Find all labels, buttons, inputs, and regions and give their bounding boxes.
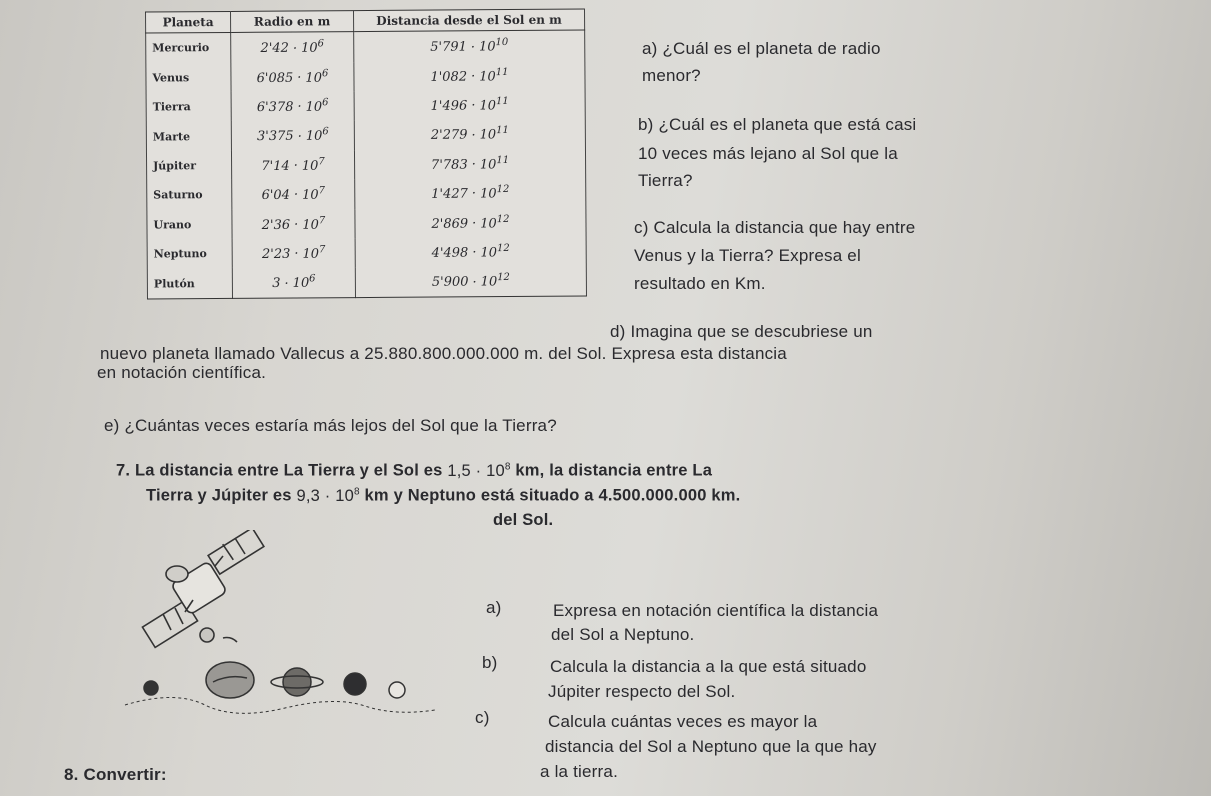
radius-cell-exponent: 6 bbox=[317, 38, 324, 50]
radius-cell bbox=[232, 209, 355, 239]
power-base: 10 bbox=[305, 129, 323, 145]
question-a-line2: menor? bbox=[642, 66, 701, 85]
distance-cell-mantissa: 1'082 bbox=[430, 69, 468, 85]
distance-cell bbox=[354, 60, 585, 91]
radius-cell-exponent: 7 bbox=[318, 244, 326, 256]
earth-jupiter-value: 9,3 · 10 bbox=[296, 486, 354, 505]
radius-cell bbox=[231, 91, 354, 121]
problem7-c-label: c) bbox=[475, 708, 490, 727]
radius-cell bbox=[232, 179, 355, 209]
planet-name-cell: Plutón bbox=[147, 268, 232, 299]
table-row bbox=[147, 266, 586, 299]
distance-cell-mantissa: 2'869 bbox=[431, 216, 469, 232]
power-base: 10 bbox=[301, 40, 318, 56]
distance-cell bbox=[355, 207, 586, 238]
distance-cell-exponent: 12 bbox=[497, 272, 510, 284]
power-base: 10 bbox=[301, 158, 319, 174]
times-sign: · bbox=[470, 39, 476, 55]
planet-name-cell: Tierra bbox=[146, 92, 231, 122]
table-row bbox=[146, 60, 585, 92]
radius-cell-mantissa: 6'04 bbox=[261, 188, 290, 204]
power-base: 10 bbox=[480, 245, 498, 261]
problem7-line1-end: km, la distancia entre La bbox=[510, 461, 713, 480]
light-planet-icon bbox=[389, 682, 405, 698]
distance-cell-exponent: 11 bbox=[495, 66, 509, 78]
radius-cell-mantissa: 2'23 bbox=[261, 246, 291, 262]
small-planet-icon bbox=[144, 681, 158, 695]
table-header-row bbox=[146, 9, 585, 33]
question-c-line3: resultado en Km. bbox=[634, 274, 766, 293]
problem7-line3: del Sol. bbox=[493, 511, 554, 529]
distance-cell-mantissa: 4'498 bbox=[431, 245, 469, 261]
radius-cell bbox=[231, 62, 354, 92]
distance-cell-mantissa: 7'783 bbox=[430, 157, 468, 173]
power-base: 10 bbox=[479, 98, 497, 114]
distance-cell bbox=[354, 148, 585, 179]
problem7-line2 bbox=[146, 477, 740, 511]
distance-cell-exponent: 12 bbox=[496, 242, 510, 254]
times-sign: · bbox=[293, 158, 298, 174]
power-base: 10 bbox=[479, 186, 497, 202]
problem7-c-line2: distancia del Sol a Neptuno que la que hay bbox=[545, 737, 877, 756]
power-base: 10 bbox=[480, 215, 497, 232]
power-base: 10 bbox=[479, 127, 497, 143]
satellite-icon bbox=[142, 530, 263, 647]
times-sign: · bbox=[472, 216, 477, 232]
planets-row bbox=[125, 662, 435, 713]
planet-name-cell: Mercurio bbox=[146, 32, 231, 63]
planet-name-cell: Saturno bbox=[147, 180, 232, 210]
times-sign: · bbox=[472, 245, 477, 261]
table-row bbox=[146, 148, 585, 180]
earth-sun-value: 1,5 · 10 bbox=[447, 461, 505, 480]
question-d-line1: d) Imagina que se descubriese un bbox=[610, 322, 873, 341]
question-e: e) ¿Cuántas veces estaría más lejos del Sol que la Tierra? bbox=[104, 416, 557, 435]
radius-cell-exponent: 7 bbox=[318, 214, 326, 226]
times-sign: · bbox=[294, 217, 299, 233]
times-sign: · bbox=[471, 186, 477, 202]
table-row bbox=[147, 207, 586, 239]
power-base: 10 bbox=[479, 157, 497, 173]
power-base: 10 bbox=[292, 276, 310, 292]
radius-cell-exponent: 7 bbox=[318, 185, 326, 197]
times-sign: · bbox=[297, 129, 302, 145]
times-sign: · bbox=[294, 246, 299, 262]
planet-name-cell: Venus bbox=[146, 63, 231, 93]
question-d-line2: nuevo planeta llamado Vallecus a 25.880.800.000.000 m. del Sol. Expresa esta distancia bbox=[100, 344, 787, 363]
table-row bbox=[146, 90, 585, 122]
distance-cell-exponent: 11 bbox=[496, 125, 509, 137]
question-d-line3: en notación científica. bbox=[97, 363, 267, 382]
distance-cell-mantissa: 2'279 bbox=[430, 128, 468, 144]
planet-data-table bbox=[145, 8, 587, 299]
radius-cell-exponent: 6 bbox=[309, 273, 316, 285]
distance-cell-mantissa: 1'427 bbox=[431, 186, 468, 203]
power-base: 10 bbox=[479, 69, 496, 85]
radius-cell-mantissa: 3'375 bbox=[256, 129, 294, 145]
table-row bbox=[147, 236, 586, 268]
table-row bbox=[147, 178, 586, 210]
distance-cell-mantissa: 1'496 bbox=[430, 98, 468, 114]
problem7-line2-end: km y Neptuno está situado a 4.500.000.000 km. bbox=[359, 486, 741, 505]
times-sign: · bbox=[471, 157, 476, 173]
distance-cell bbox=[355, 236, 586, 267]
times-sign: · bbox=[284, 276, 289, 292]
power-base: 10 bbox=[305, 99, 323, 115]
times-sign: · bbox=[471, 98, 476, 114]
distance-cell bbox=[354, 30, 585, 62]
saturn-icon bbox=[283, 668, 311, 696]
power-base: 10 bbox=[302, 187, 319, 203]
problem7-b-label: b) bbox=[482, 653, 498, 672]
question-c-line1: c) Calcula la distancia que hay entre bbox=[634, 218, 916, 237]
distance-cell bbox=[355, 266, 586, 298]
power-base: 10 bbox=[302, 217, 319, 233]
radius-cell-mantissa: 3 bbox=[272, 276, 281, 292]
question-b-line1: b) ¿Cuál es el planeta que está casi bbox=[638, 115, 917, 134]
problem7-a-line2: del Sol a Neptuno. bbox=[551, 625, 695, 644]
problem7-line1-text: 7. La distancia entre La Tierra y el Sol es bbox=[116, 461, 448, 480]
problem7-c-line1: Calcula cuántas veces es mayor la bbox=[548, 712, 818, 731]
radius-cell-exponent: 6 bbox=[322, 97, 329, 109]
header-planet: Planeta bbox=[146, 11, 231, 33]
times-sign: · bbox=[297, 70, 302, 86]
distance-cell-exponent: 11 bbox=[496, 154, 510, 166]
problem8-heading: 8. Convertir: bbox=[64, 765, 167, 784]
radius-cell-mantissa: 2'42 bbox=[260, 41, 289, 57]
question-b-line2: 10 veces más lejano al Sol que la bbox=[638, 144, 898, 163]
earth-jupiter-distance bbox=[296, 487, 359, 505]
radius-cell-mantissa: 7'14 bbox=[261, 158, 290, 174]
radius-cell-exponent: 7 bbox=[318, 156, 325, 168]
distance-cell bbox=[355, 178, 586, 209]
earth-sun-exponent: 8 bbox=[504, 461, 511, 472]
question-a-line1: a) ¿Cuál es el planeta de radio bbox=[642, 39, 881, 58]
planet-name-cell: Marte bbox=[146, 121, 231, 151]
times-sign: · bbox=[472, 274, 477, 291]
striped-planet-icon bbox=[206, 662, 254, 698]
power-base: 10 bbox=[305, 70, 323, 86]
times-sign: · bbox=[471, 127, 476, 144]
question-b-line3: Tierra? bbox=[638, 171, 693, 190]
radius-cell-mantissa: 6'085 bbox=[256, 70, 294, 86]
radius-cell-mantissa: 2'36 bbox=[261, 217, 291, 233]
header-distance: Distancia desde el Sol en m bbox=[353, 9, 584, 32]
dark-planet-icon bbox=[344, 673, 366, 695]
planet-name-cell: Júpiter bbox=[146, 151, 231, 181]
radius-cell-exponent: 6 bbox=[322, 126, 329, 138]
planet-name-cell: Neptuno bbox=[147, 239, 232, 269]
satellite-planets-illustration bbox=[115, 530, 445, 730]
power-base: 10 bbox=[480, 274, 498, 290]
times-sign: · bbox=[292, 40, 298, 57]
times-sign: · bbox=[297, 99, 302, 115]
distance-cell bbox=[354, 119, 585, 150]
distance-cell-exponent: 10 bbox=[495, 37, 509, 49]
earth-jupiter-exponent: 8 bbox=[354, 486, 360, 497]
problem7-a-line1: Expresa en notación científica la distancia bbox=[553, 601, 879, 620]
problem7-a-label: a) bbox=[486, 598, 502, 617]
distance-cell-exponent: 11 bbox=[495, 96, 509, 108]
power-base: 10 bbox=[478, 39, 496, 55]
question-c-line2: Venus y la Tierra? Expresa el bbox=[634, 246, 861, 265]
radius-cell bbox=[231, 121, 354, 151]
radius-cell bbox=[232, 238, 355, 268]
radius-cell bbox=[232, 267, 355, 298]
radius-cell bbox=[231, 150, 354, 180]
radius-cell-exponent: 6 bbox=[321, 67, 329, 80]
table-row bbox=[146, 30, 585, 63]
radius-cell-mantissa: 6'378 bbox=[256, 99, 294, 116]
planet-name-cell: Urano bbox=[147, 209, 232, 239]
distance-cell bbox=[354, 90, 585, 121]
distance-cell-mantissa: 5'900 bbox=[431, 275, 469, 291]
problem7-b-line2: Júpiter respecto del Sol. bbox=[548, 682, 736, 701]
distance-cell-exponent: 12 bbox=[496, 184, 510, 196]
power-base: 10 bbox=[302, 246, 320, 262]
times-sign: · bbox=[471, 69, 476, 85]
problem7-b-line1: Calcula la distancia a la que está situado bbox=[550, 657, 867, 676]
table-row bbox=[146, 119, 585, 151]
header-radius: Radio en m bbox=[231, 11, 354, 33]
distance-cell-exponent: 12 bbox=[496, 213, 510, 225]
problem7-c-line3: a la tierra. bbox=[540, 762, 618, 781]
distance-cell-mantissa: 5'791 bbox=[430, 39, 467, 56]
times-sign: · bbox=[293, 187, 299, 203]
problem7-line2-text: Tierra y Júpiter es bbox=[146, 486, 297, 505]
radius-cell bbox=[231, 32, 354, 63]
